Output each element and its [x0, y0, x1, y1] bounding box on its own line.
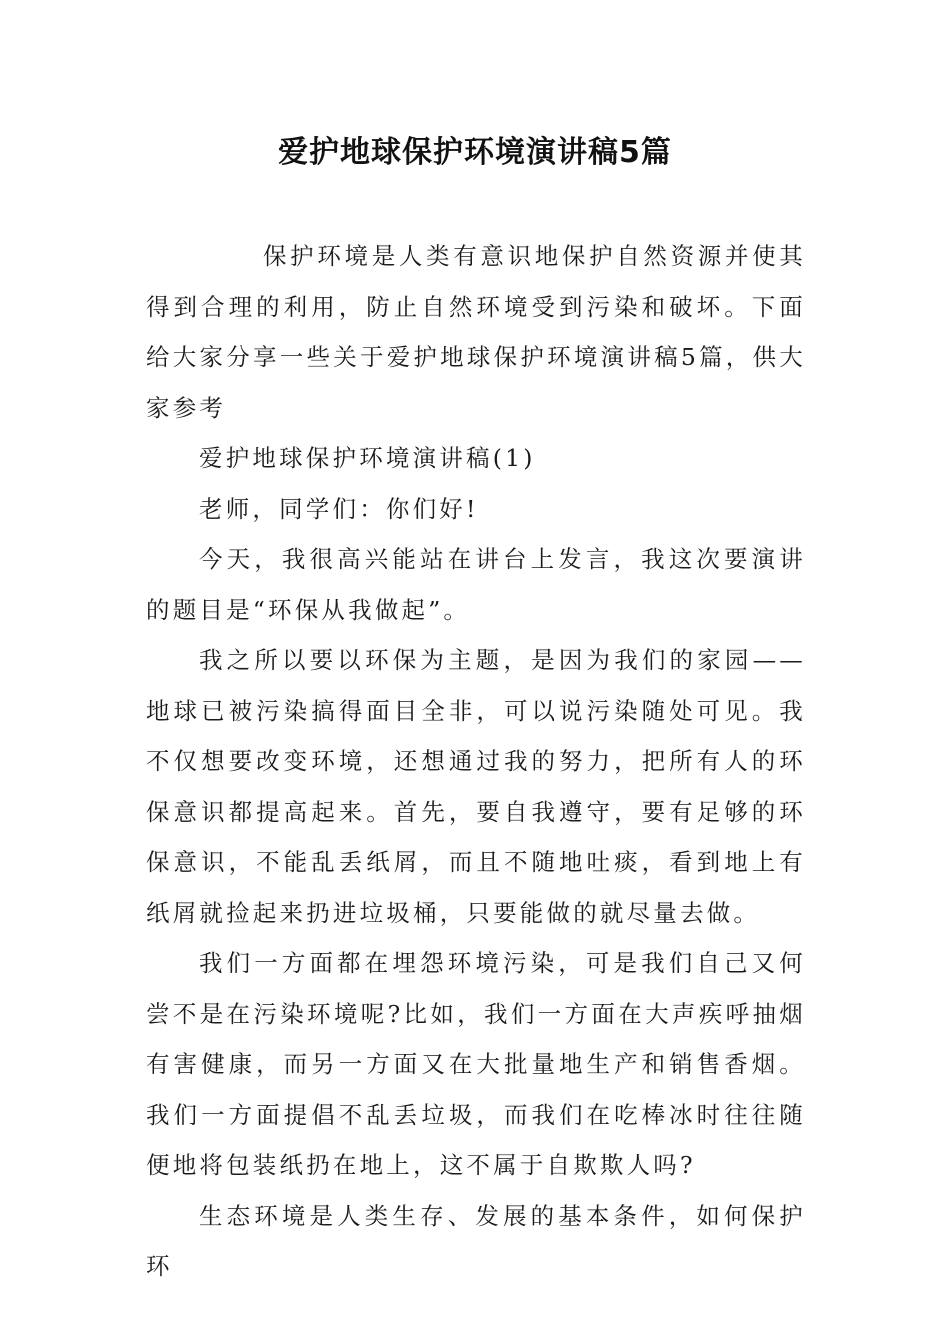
body-paragraph: 我们一方面都在埋怨环境污染，可是我们自己又何尝不是在污染环境呢?比如，我们一方面在大声疾呼抽烟有害健康，而另一方面又在大批量地生产和销售香烟。我们一方面提倡不乱丢垃圾，而我们在吃棒冰时往往随便地将包装纸扔在地上，这不属于自欺欺人吗? — [146, 949, 806, 1179]
body-paragraph: 我之所以要以环保为主题，是因为我们的家园——地球已被污染搞得面目全非，可以说污染随处可见。我不仅想要改变环境，还想通过我的努力，把所有人的环保意识都提高起来。首先，要自我遵守，要有足够的环保意识，不能乱丢纸屑，而且不随地吐痰，看到地上有纸屑就捡起来扔进垃圾桶，只要能做的就尽量去做。 — [146, 646, 806, 927]
speech-heading: 爱护地球保护环境演讲稿(1) — [199, 444, 536, 472]
document-body — [146, 231, 806, 1292]
body-paragraph: 今天，我很高兴能站在讲台上发言，我这次要演讲的题目是“环保从我做起”。 — [146, 545, 806, 624]
document-title: 爱护地球保护环境演讲稿5篇 — [278, 135, 672, 170]
body-paragraph: 生态环境是人类生存、发展的基本条件，如何保护环 — [146, 1201, 806, 1280]
greeting-paragraph: 老师，同学们：你们好! — [199, 494, 479, 523]
intro-paragraph: 保护环境是人类有意识地保护自然资源并使其得到合理的利用，防止自然环境受到污染和破坏。下面给大家分享一些关于爱护地球保护环境演讲稿5篇，供大家参考 — [146, 242, 806, 422]
